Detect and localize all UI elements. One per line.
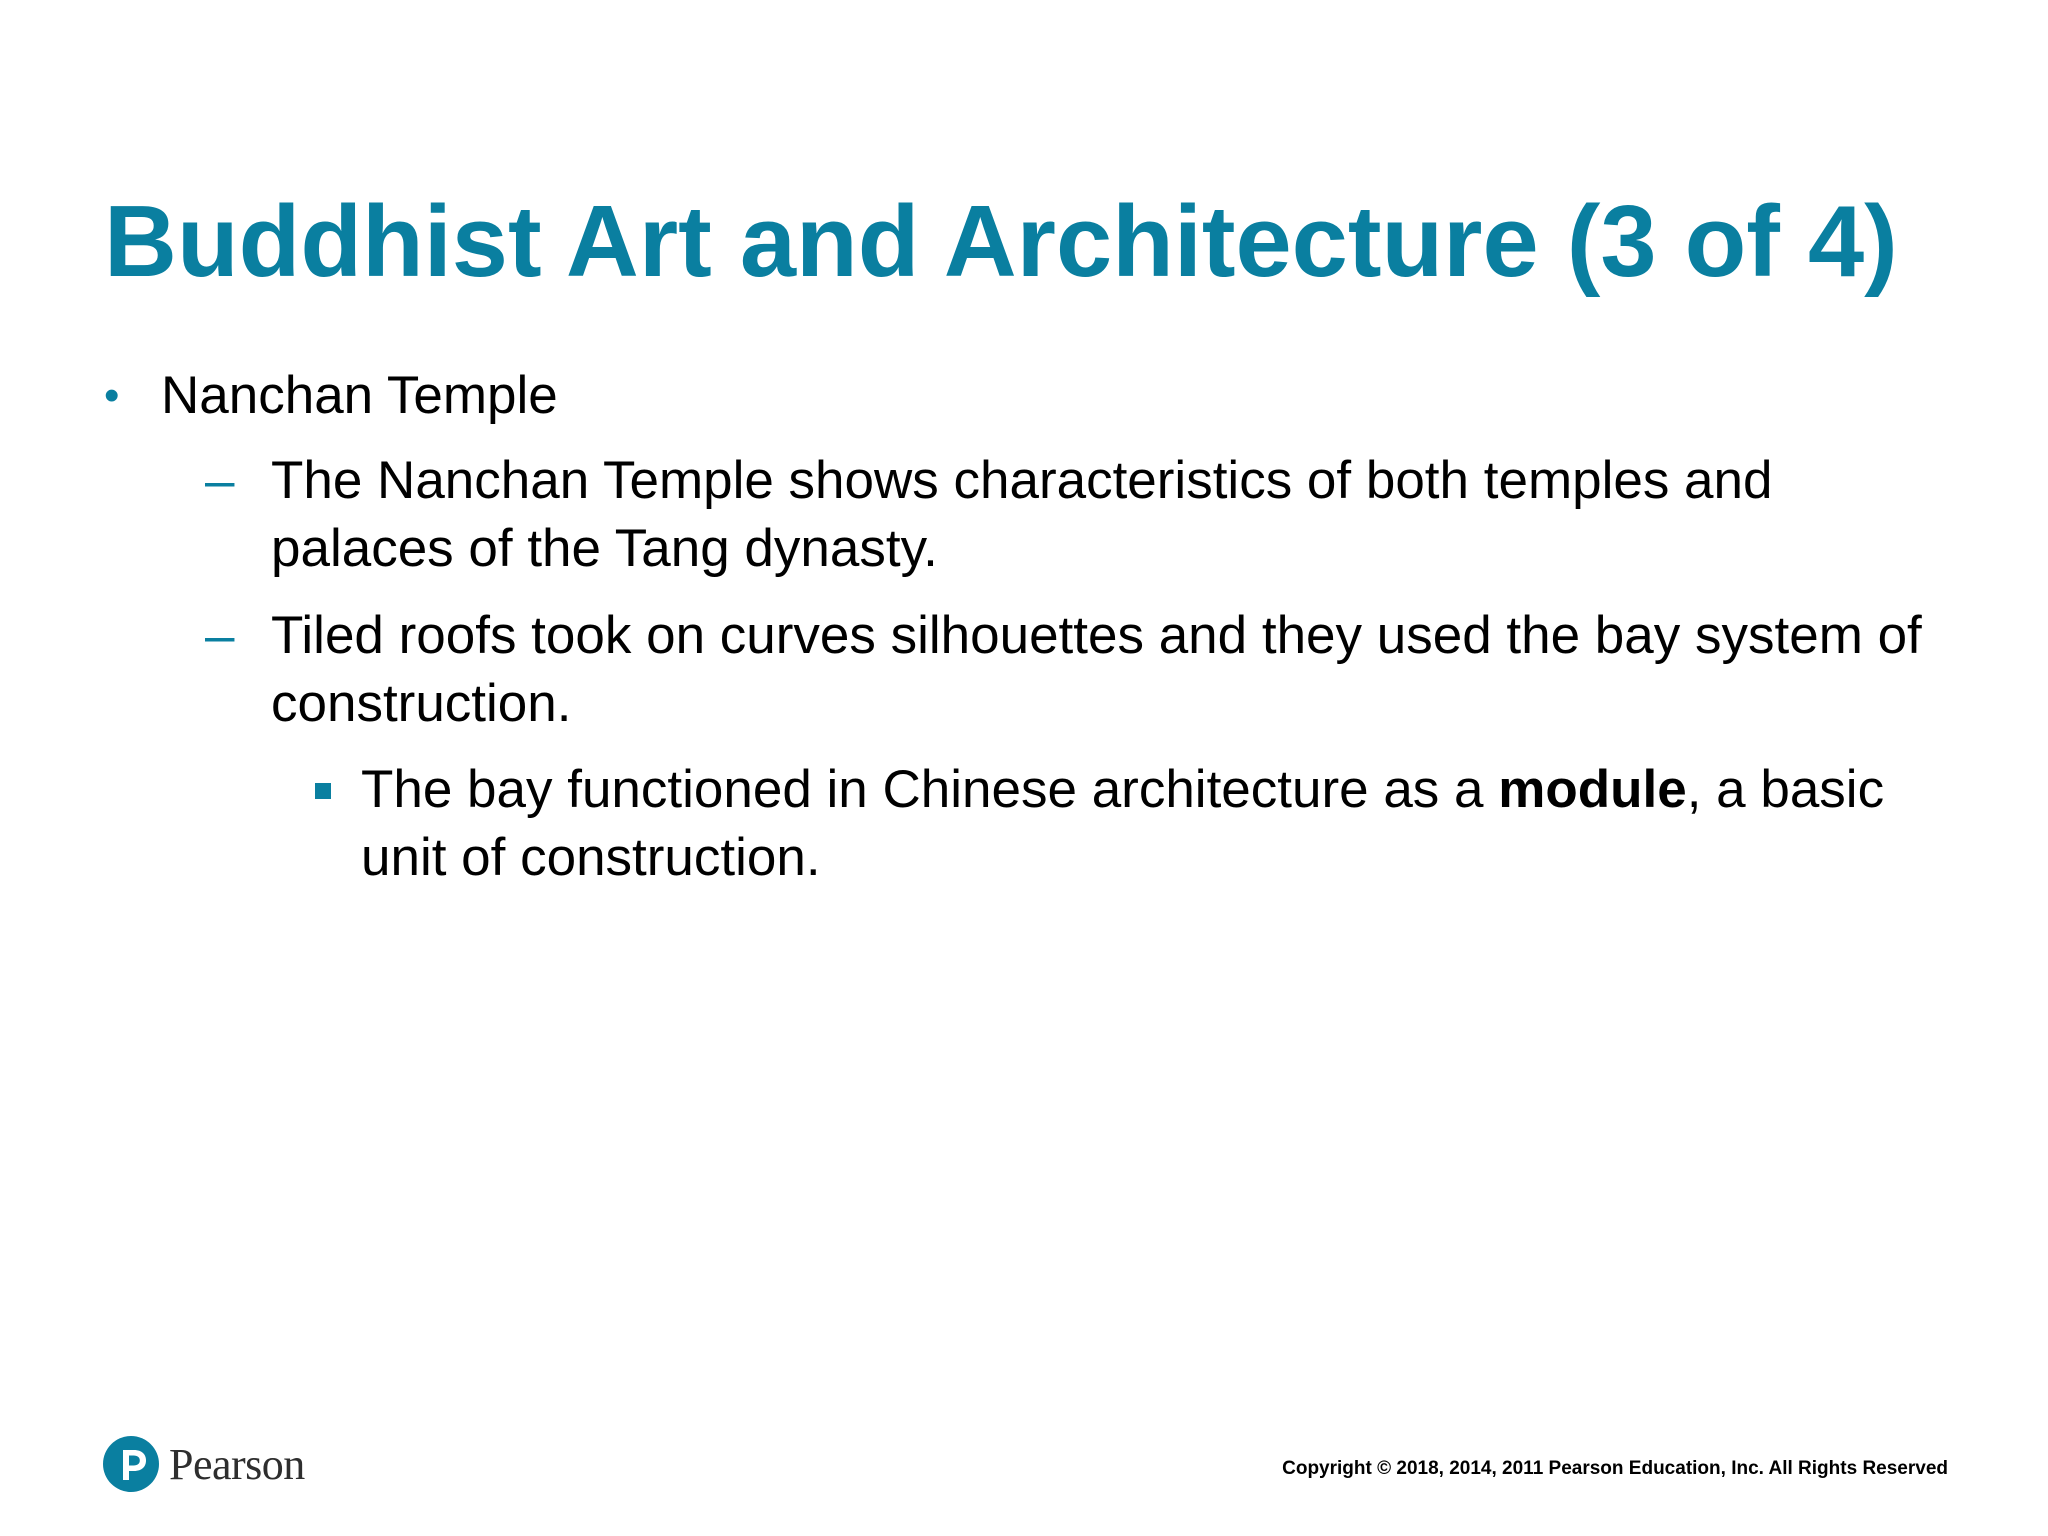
bullet-level2: Tiled roofs took on curves silhouettes and they used the bay system of construction. [271, 606, 1922, 733]
pearson-logo [103, 1436, 305, 1492]
copyright-notice: Copyright © 2018, 2014, 2011 Pearson Education, Inc. All Rights Reserved [1282, 1458, 1948, 1479]
bullet-level3 [361, 756, 1921, 892]
slide-title: Buddhist Art and Architecture (3 of 4) [104, 186, 1898, 298]
logo-text: Pearson [169, 1439, 305, 1489]
key-term: module [1498, 760, 1687, 819]
square-bullet-icon [315, 783, 331, 799]
dash-marker-icon: – [205, 606, 235, 665]
bullet-dot-icon: • [104, 371, 120, 420]
bullet-text: The bay functioned in Chinese architecture as a [361, 760, 1499, 819]
bullet-text: , a basic unit of construction. [361, 760, 1885, 887]
pearson-p-icon [103, 1436, 159, 1492]
bullet-level1: Nanchan Temple [161, 366, 558, 425]
bullet-level2: The Nanchan Temple shows characteristics of both temples and palaces of the Tang dynasty. [271, 451, 1773, 578]
dash-marker-icon: – [205, 451, 235, 510]
